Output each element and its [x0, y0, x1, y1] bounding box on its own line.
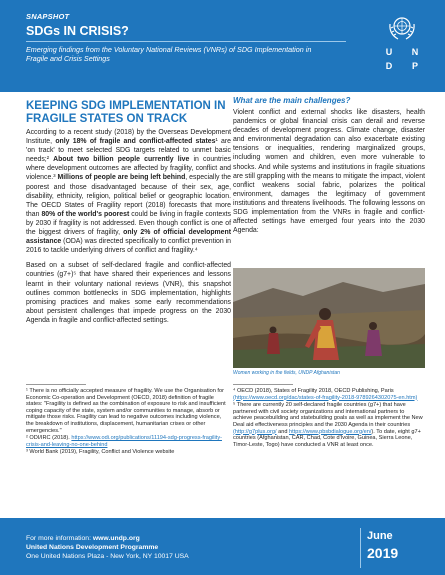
logo-letter-d: D [385, 61, 393, 71]
footnote-divider-left [26, 384, 86, 385]
text-run: in countries where development outcomes are affected by fragility, conflict and violence.³ [26, 156, 231, 182]
footer-banner [0, 518, 445, 575]
undp-letters [377, 46, 427, 72]
footnote-text: ⁵ There are currently 20 self-declared fragile countries (g7+) that have partnered with civil society organizations and international partners to achieve peacebuilding and statebuilding goals as well as implement the New Deal aid effectiveness principles and the 2030 Agenda in their countries [233, 402, 423, 428]
footnote-4-link[interactable]: (https://www.oecd.org/dac/states-of-fragility-2018-9789264302075-en.htm) [233, 394, 418, 401]
logo-letter-u: U [385, 47, 393, 57]
logo-letter-n: N [411, 47, 419, 57]
emphasis-text: Millions of people are being left behind [57, 174, 186, 182]
footnote-divider-right [233, 384, 293, 385]
left-paragraph-2: Based on a subset of self-declared fragile and conflict-affected countries (g7+)⁵ that have shared their experiences and lessons learnt in their voluntary national reviews (VNR), this snapshot outlines common bottlenecks in SDG implementation, highlights promising practices and makes some early recommendations about persistent challenges that impede progress on the 2030 Agenda in fragile and conflict-affected settings. [26, 262, 231, 324]
footnote-text: ² ODI/IRC (2018). [26, 435, 70, 442]
undp-logo [375, 14, 429, 76]
footnote-5-link-pbsb[interactable]: https://www.pbsbdialogue.org/en/ [289, 428, 372, 435]
emphasis-text: About two billion people currently live [53, 156, 190, 164]
footnote-1: ¹ There is no officially accepted measure of fragility. We use the Organisation for Economic Co-operation and Development (OECD, 2018) definition of fragile states: "Fragility is defined as the combination of exposure to risk and insufficient coping capacity of the state, system and/or communities to manage, absorb or mitigate those risks. Fragility can lead to negative outcomes including violence, the breakdown of institutions, displacement, humanitarian crises or other emergencies." [26, 388, 226, 434]
text-run: ¹ are 'on track' to meet selected SDG targets related to unmet basic needs;² [26, 138, 232, 164]
logo-letter-p: P [411, 61, 418, 71]
text-run: could be living in fragile contexts by 2030 if fragility is not addressed. Even though conflict is one of the biggest drivers of fragility, [26, 210, 232, 237]
footnote-text: ⁴ OECD (2018), States of Fragility 2018, OECD Publishing, Paris [233, 388, 394, 394]
footnotes-left [26, 388, 226, 457]
footnotes-right [233, 388, 425, 449]
header-divider [26, 41, 346, 42]
emphasis-text: only 2% of official development assistance [26, 229, 231, 246]
text-run: (ODA) was directed specifically to conflict prevention in 2016 to tackle underlying drivers of conflict and fragility.⁴ [26, 238, 231, 255]
footer-divider [360, 528, 361, 568]
snapshot-label: SNAPSHOT [26, 12, 70, 21]
left-paragraph-1 [26, 128, 231, 255]
page-title: SDGs IN CRISIS? [26, 24, 129, 38]
left-column-body [26, 128, 231, 331]
photo-illustration [233, 268, 425, 368]
footnote-3: ³ World Bank (2019), Fragility, Conflict and Violence website [26, 449, 175, 456]
text-run: , especially the poorest and those disadvantaged because of their sex, age, disability, ethnicity, religion, political belief or geographic location. The OECD States of Fragility report (2018) forecasts that more than [26, 174, 231, 218]
page-subtitle: Emerging findings from the Voluntary National Reviews (VNRs) of SDG Implementation in Fragile and Crisis Settings [26, 45, 312, 63]
publication-year: 2019 [367, 545, 399, 561]
footnote-4 [233, 388, 425, 401]
footnote-2 [26, 435, 226, 448]
emphasis-text: only 18% of fragile and conflict-affected states [55, 138, 216, 146]
emphasis-text: 80% of the world's poorest [41, 210, 130, 218]
publication-month: June [367, 530, 393, 542]
footer-website-link[interactable]: www.undp.org [92, 535, 140, 542]
photo-caption: Women working in the fields, UNDP Afghanistan [233, 370, 340, 376]
section-heading-main-challenges: What are the main challenges? [233, 96, 351, 105]
section-heading-keeping-on-track: KEEPING SDG IMPLEMENTATION IN FRAGILE STATES ON TRACK [26, 100, 226, 125]
footer-org-name: United Nations Development Programme [26, 544, 159, 551]
footer-prefix: For more information: [26, 535, 93, 542]
un-emblem-icon [386, 14, 418, 42]
footnote-2-link[interactable]: https://www.odi.org/publications/11194-sdg-progress-fragility-crisis-and-leaving-no-one-behind [26, 435, 222, 448]
footnote-text: ). To date, eight g7+ countries (Afghanistan, CAR, Chad, Cote d'Ivoire, Guinea, Sierra Leone, Timor-Leste, Togo) have conducted a VNR at least once. [233, 428, 421, 448]
text-run: According to a recent study (2018) by the Overseas Development Institute, [26, 129, 231, 146]
footnote-text: and [276, 428, 289, 435]
field-photo [233, 268, 425, 368]
header-banner [0, 0, 445, 92]
footnote-5-link-g7plus[interactable]: (http://g7plus.org/ [233, 428, 277, 435]
footnote-5 [233, 402, 425, 448]
right-paragraph-1: Violent conflict and external shocks like disasters, health pandemics or global financial crisis can derail and reverse decades of development progress. Climate change, disaster and environmental degradation can also exacerbate existing tensions or inequalities, rendering marginalized groups, including women and children, even more vulnerable to shocks. And while systems and institutions in fragile situations are still grappling with the means to mitigate the impact, violent conflict weakens social fabric, polarizes the political environment, damages the legitimacy of government institutions and threatens livelihoods. The following lessons on SDG implementation from the VNRs in fragile and conflict-affected settings have emerged four years into the 2030 Agenda: [233, 109, 425, 235]
footer-more-info [26, 535, 140, 542]
footer-address: One United Nations Plaza - New York, NY 10017 USA [26, 553, 189, 560]
